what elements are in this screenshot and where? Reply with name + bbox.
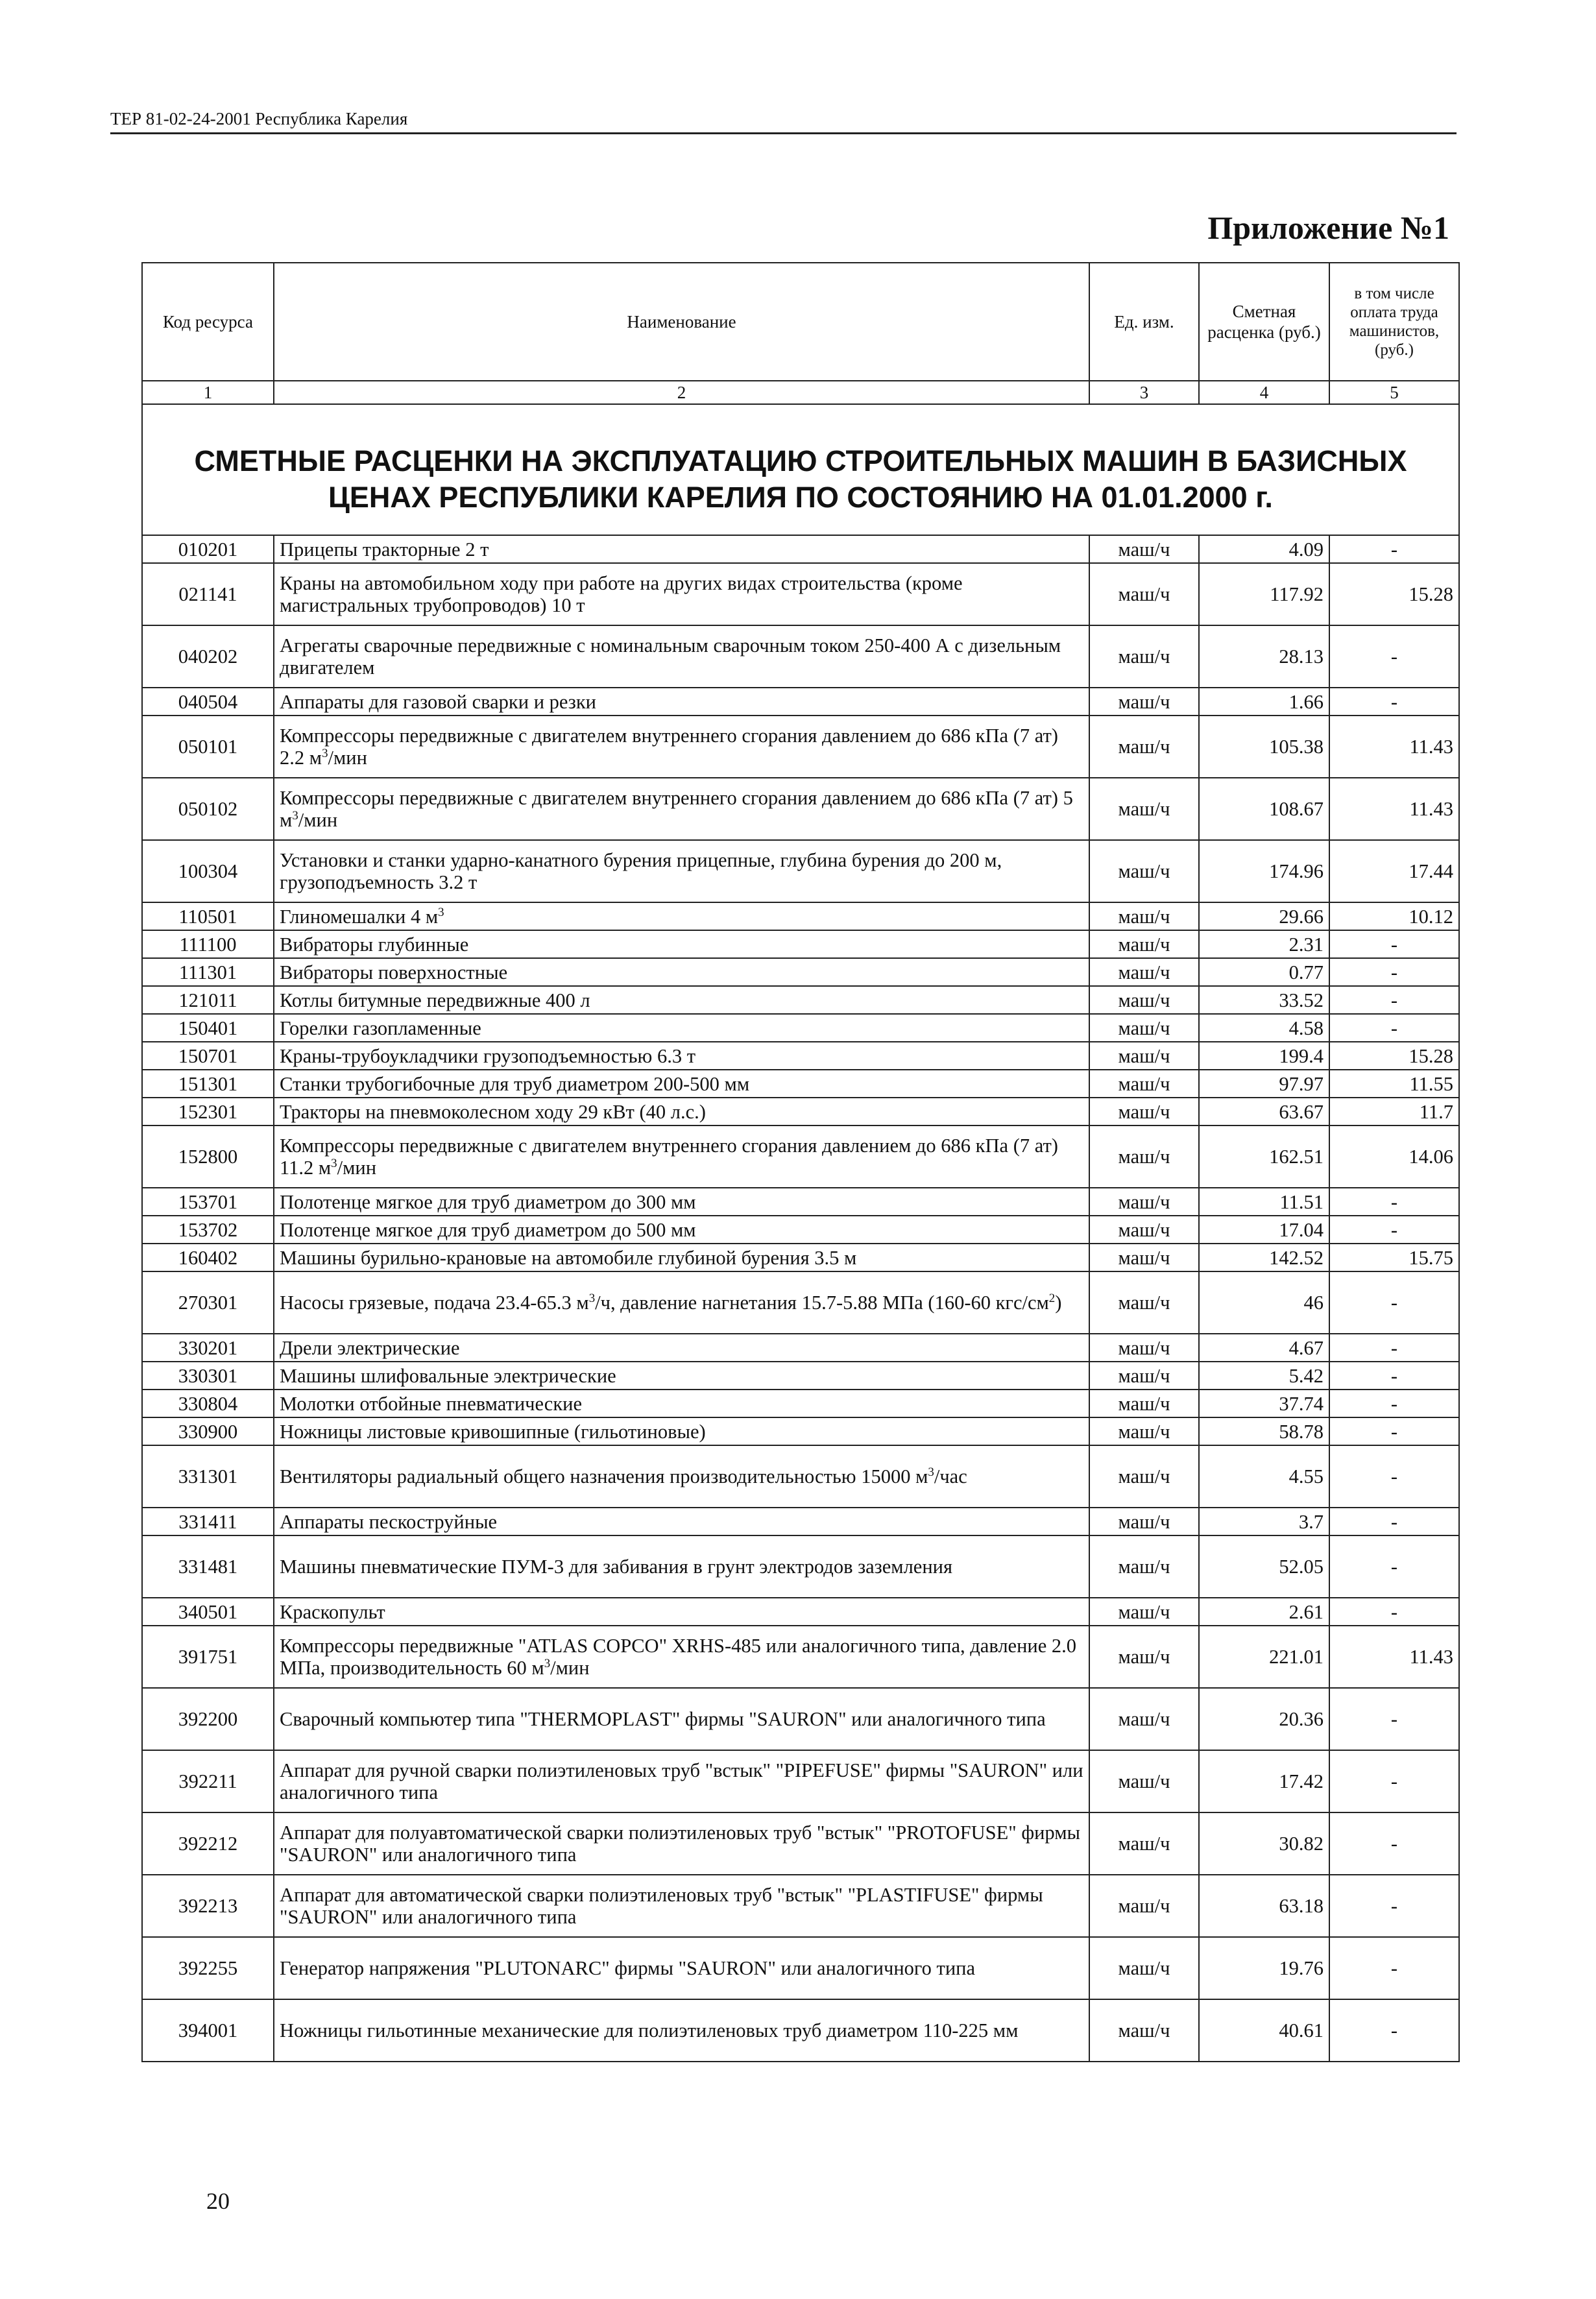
resource-code: 160402 [142,1244,274,1271]
estimated-rate: 4.55 [1199,1445,1329,1508]
resource-code: 040202 [142,625,274,688]
table-row [142,1334,1459,1362]
table-row [142,986,1459,1014]
section-title-row [142,404,1459,535]
page-number: 20 [206,2188,230,2214]
table-row [142,688,1459,716]
resource-code: 331301 [142,1445,274,1508]
unit-of-measure: маш/ч [1089,1417,1199,1445]
table-row [142,1216,1459,1244]
estimated-rate: 33.52 [1199,986,1329,1014]
estimated-rate: 2.31 [1199,930,1329,958]
table-row [142,563,1459,625]
table-row [142,1417,1459,1445]
estimated-rate: 117.92 [1199,563,1329,625]
resource-code: 330900 [142,1417,274,1445]
table-row [142,1999,1459,2062]
table-row [142,958,1459,986]
resource-name: Вибраторы поверхностные [274,958,1089,986]
resource-code: 050102 [142,778,274,840]
unit-of-measure: маш/ч [1089,1812,1199,1875]
table-row [142,1362,1459,1390]
unit-of-measure: маш/ч [1089,1014,1199,1042]
operator-wage: 15.75 [1329,1244,1459,1271]
operator-wage: 15.28 [1329,1042,1459,1070]
estimated-rate: 28.13 [1199,625,1329,688]
resource-code: 330201 [142,1334,274,1362]
operator-wage: - [1329,1362,1459,1390]
column-number: 2 [274,381,1089,404]
operator-wage: - [1329,1812,1459,1875]
resource-code: 392255 [142,1937,274,1999]
unit-of-measure: маш/ч [1089,1070,1199,1098]
resource-code: 392212 [142,1812,274,1875]
resource-code: 152800 [142,1125,274,1188]
resource-name: Станки трубогибочные для труб диаметром 200-500 мм [274,1070,1089,1098]
estimated-rate: 4.67 [1199,1334,1329,1362]
section-title: СМЕТНЫЕ РАСЦЕНКИ НА ЭКСПЛУАТАЦИЮ СТРОИТЕЛЬНЫХ МАШИН В БАЗИСНЫХ ЦЕНАХ РЕСПУБЛИКИ КАРЕЛИЯ ПО СОСТОЯНИЮ НА 01.01.2000 г. [142,404,1459,535]
table-row [142,1390,1459,1417]
column-number: 1 [142,381,274,404]
estimated-rate: 4.09 [1199,535,1329,563]
operator-wage: 10.12 [1329,902,1459,930]
resource-name: Компрессоры передвижные с двигателем внутреннего сгорания давлением до 686 кПа (7 ат) 2.2 $м^3$/мин [274,716,1089,778]
resource-name: Агрегаты сварочные передвижные с номинальным сварочным током 250-400 А с дизельным двигателем [274,625,1089,688]
estimated-rate: 105.38 [1199,716,1329,778]
resource-name: Аппарат для автоматической сварки полиэтиленовых труб "встык" "PLASTIFUSE" фирмы "SAURON" или аналогичного типа [274,1875,1089,1937]
operator-wage: 14.06 [1329,1125,1459,1188]
operator-wage: 11.43 [1329,778,1459,840]
unit-of-measure: маш/ч [1089,1042,1199,1070]
resource-name: Глиномешалки 4 $м^3$ [274,902,1089,930]
rates-table [141,262,1460,2062]
header-rule [110,132,1457,134]
unit-of-measure: маш/ч [1089,563,1199,625]
resource-code: 392200 [142,1688,274,1750]
operator-wage: - [1329,1688,1459,1750]
table-row [142,1070,1459,1098]
estimated-rate: 199.4 [1199,1042,1329,1070]
unit-of-measure: маш/ч [1089,535,1199,563]
unit-of-measure: маш/ч [1089,688,1199,716]
table-row [142,1445,1459,1508]
resource-code: 152301 [142,1098,274,1125]
unit-of-measure: маш/ч [1089,1390,1199,1417]
operator-wage: - [1329,1216,1459,1244]
operator-wage: - [1329,1508,1459,1535]
resource-code: 331411 [142,1508,274,1535]
operator-wage: 15.28 [1329,563,1459,625]
table-row [142,778,1459,840]
table-row [142,1535,1459,1598]
resource-code: 153702 [142,1216,274,1244]
resource-name: Машины бурильно-крановые на автомобиле глубиной бурения 3.5 м [274,1244,1089,1271]
operator-wage: 11.55 [1329,1070,1459,1098]
resource-code: 392213 [142,1875,274,1937]
estimated-rate: 40.61 [1199,1999,1329,2062]
table-row [142,1508,1459,1535]
operator-wage: - [1329,1535,1459,1598]
unit-of-measure: маш/ч [1089,625,1199,688]
operator-wage: - [1329,1188,1459,1216]
unit-of-measure: маш/ч [1089,1508,1199,1535]
estimated-rate: 97.97 [1199,1070,1329,1098]
resource-name: Краны-трубоукладчики грузоподъемностью 6.3 т [274,1042,1089,1070]
table-row [142,1812,1459,1875]
resource-code: 392211 [142,1750,274,1812]
resource-code: 100304 [142,840,274,902]
operator-wage: 11.7 [1329,1098,1459,1125]
estimated-rate: 3.7 [1199,1508,1329,1535]
unit-of-measure: маш/ч [1089,930,1199,958]
table-row [142,1626,1459,1688]
table-row [142,1125,1459,1188]
resource-code: 331481 [142,1535,274,1598]
unit-of-measure: маш/ч [1089,1598,1199,1626]
resource-name: Машины шлифовальные электрические [274,1362,1089,1390]
resource-name: Краны на автомобильном ходу при работе на других видах строительства (кроме магистральных трубопроводов) 10 т [274,563,1089,625]
table-row [142,1098,1459,1125]
operator-wage: - [1329,1271,1459,1334]
unit-of-measure: маш/ч [1089,902,1199,930]
running-head: ТЕР 81-02-24-2001 Республика Карелия [110,109,408,128]
unit-of-measure: маш/ч [1089,1626,1199,1688]
estimated-rate: 2.61 [1199,1598,1329,1626]
operator-wage: - [1329,1014,1459,1042]
estimated-rate: 29.66 [1199,902,1329,930]
resource-code: 391751 [142,1626,274,1688]
resource-name: Ножницы гильотинные механические для полиэтиленовых труб диаметром 110-225 мм [274,1999,1089,2062]
resource-name: Генератор напряжения "PLUTONARC" фирмы "SAURON" или аналогичного типа [274,1937,1089,1999]
resource-code: 150701 [142,1042,274,1070]
column-number: 5 [1329,381,1459,404]
column-number: 3 [1089,381,1199,404]
unit-of-measure: маш/ч [1089,1271,1199,1334]
header-wage: в том числе оплата труда машинистов, (руб.) [1329,263,1459,381]
resource-name: Аппарат для полуавтоматической сварки полиэтиленовых труб "встык" "PROTOFUSE" фирмы "SAURON" или аналогичного типа [274,1812,1089,1875]
resource-code: 153701 [142,1188,274,1216]
estimated-rate: 4.58 [1199,1014,1329,1042]
unit-of-measure: маш/ч [1089,840,1199,902]
operator-wage: - [1329,1598,1459,1626]
operator-wage: - [1329,1999,1459,2062]
operator-wage: - [1329,930,1459,958]
unit-of-measure: маш/ч [1089,1750,1199,1812]
operator-wage: - [1329,1875,1459,1937]
unit-of-measure: маш/ч [1089,778,1199,840]
appendix-label: Приложение №1 [1207,210,1449,246]
estimated-rate: 17.42 [1199,1750,1329,1812]
operator-wage: - [1329,1417,1459,1445]
estimated-rate: 30.82 [1199,1812,1329,1875]
operator-wage: - [1329,986,1459,1014]
estimated-rate: 221.01 [1199,1626,1329,1688]
resource-name: Установки и станки ударно-канатного бурения прицепные, глубина бурения до 200 м, грузоподъемность 3.2 т [274,840,1089,902]
resource-code: 270301 [142,1271,274,1334]
estimated-rate: 63.18 [1199,1875,1329,1937]
table-row [142,1244,1459,1271]
operator-wage: - [1329,1750,1459,1812]
resource-name: Сварочный компьютер типа "THERMOPLAST" фирмы "SAURON" или аналогичного типа [274,1688,1089,1750]
operator-wage: 11.43 [1329,716,1459,778]
resource-name: Машины пневматические ПУМ-3 для забивания в грунт электродов заземления [274,1535,1089,1598]
unit-of-measure: маш/ч [1089,1535,1199,1598]
estimated-rate: 17.04 [1199,1216,1329,1244]
resource-name: Прицепы тракторные 2 т [274,535,1089,563]
resource-name: Ножницы листовые кривошипные (гильотиновые) [274,1417,1089,1445]
table-row [142,1875,1459,1937]
unit-of-measure: маш/ч [1089,1098,1199,1125]
table-header-row [142,263,1459,381]
resource-name: Аппараты пескоструйные [274,1508,1089,1535]
estimated-rate: 52.05 [1199,1535,1329,1598]
resource-code: 111301 [142,958,274,986]
operator-wage: - [1329,688,1459,716]
resource-code: 151301 [142,1070,274,1098]
estimated-rate: 19.76 [1199,1937,1329,1999]
resource-name: Полотенце мягкое для труб диаметром до 300 мм [274,1188,1089,1216]
resource-name: Тракторы на пневмоколесном ходу 29 кВт (40 л.с.) [274,1098,1089,1125]
operator-wage: - [1329,1390,1459,1417]
estimated-rate: 1.66 [1199,688,1329,716]
unit-of-measure: маш/ч [1089,1362,1199,1390]
estimated-rate: 63.67 [1199,1098,1329,1125]
resource-code: 040504 [142,688,274,716]
table-row [142,1688,1459,1750]
resource-code: 150401 [142,1014,274,1042]
estimated-rate: 174.96 [1199,840,1329,902]
unit-of-measure: маш/ч [1089,1244,1199,1271]
estimated-rate: 46 [1199,1271,1329,1334]
resource-code: 340501 [142,1598,274,1626]
estimated-rate: 142.52 [1199,1244,1329,1271]
table-row [142,1598,1459,1626]
table-row [142,1937,1459,1999]
operator-wage: 11.43 [1329,1626,1459,1688]
resource-name: Котлы битумные передвижные 400 л [274,986,1089,1014]
estimated-rate: 37.74 [1199,1390,1329,1417]
resource-code: 010201 [142,535,274,563]
resource-name: Горелки газопламенные [274,1014,1089,1042]
operator-wage: - [1329,1445,1459,1508]
resource-code: 021141 [142,563,274,625]
resource-name: Полотенце мягкое для труб диаметром до 500 мм [274,1216,1089,1244]
unit-of-measure: маш/ч [1089,1688,1199,1750]
unit-of-measure: маш/ч [1089,1188,1199,1216]
estimated-rate: 108.67 [1199,778,1329,840]
operator-wage: 17.44 [1329,840,1459,902]
unit-of-measure: маш/ч [1089,1334,1199,1362]
table-row [142,840,1459,902]
resource-name: Молотки отбойные пневматические [274,1390,1089,1417]
table-row [142,930,1459,958]
resource-name: Дрели электрические [274,1334,1089,1362]
estimated-rate: 58.78 [1199,1417,1329,1445]
table-row [142,625,1459,688]
resource-name: Компрессоры передвижные с двигателем внутреннего сгорания давлением до 686 кПа (7 ат) 5 $м^3$/мин [274,778,1089,840]
resource-code: 121011 [142,986,274,1014]
operator-wage: - [1329,1937,1459,1999]
unit-of-measure: маш/ч [1089,1875,1199,1937]
operator-wage: - [1329,535,1459,563]
resource-code: 050101 [142,716,274,778]
unit-of-measure: маш/ч [1089,958,1199,986]
estimated-rate: 0.77 [1199,958,1329,986]
unit-of-measure: маш/ч [1089,1445,1199,1508]
resource-name: Вибраторы глубинные [274,930,1089,958]
operator-wage: - [1329,625,1459,688]
estimated-rate: 20.36 [1199,1688,1329,1750]
column-number-row [142,381,1459,404]
resource-code: 111100 [142,930,274,958]
resource-name: Аппарат для ручной сварки полиэтиленовых труб "встык" "PIPEFUSE" фирмы "SAURON" или аналогичного типа [274,1750,1089,1812]
table-row [142,902,1459,930]
table-row [142,716,1459,778]
table-row [142,1014,1459,1042]
resource-code: 394001 [142,1999,274,2062]
estimated-rate: 5.42 [1199,1362,1329,1390]
resource-name: Аппараты для газовой сварки и резки [274,688,1089,716]
resource-name: Краскопульт [274,1598,1089,1626]
operator-wage: - [1329,958,1459,986]
resource-name: Компрессоры передвижные с двигателем внутреннего сгорания давлением до 686 кПа (7 ат) 11.2 $м^3$/мин [274,1125,1089,1188]
unit-of-measure: маш/ч [1089,986,1199,1014]
resource-name: Компрессоры передвижные "ATLAS COPCO" XRHS-485 или аналогичного типа, давление 2.0 МПа, производительность 60 $м^3$/мин [274,1626,1089,1688]
table-row [142,1271,1459,1334]
unit-of-measure: маш/ч [1089,716,1199,778]
resource-name: Вентиляторы радиальный общего назначения производительностью 15000 $м^3$/час [274,1445,1089,1508]
unit-of-measure: маш/ч [1089,1999,1199,2062]
table-row [142,1188,1459,1216]
column-number: 4 [1199,381,1329,404]
header-price: Сметная расценка (руб.) [1199,263,1329,381]
unit-of-measure: маш/ч [1089,1216,1199,1244]
resource-name: Насосы грязевые, подача 23.4-65.3 $м^3/ч$, давление нагнетания 15.7-5.88 МПа (160-60 кгс/$см^2$) [274,1271,1089,1334]
table-row [142,1750,1459,1812]
estimated-rate: 11.51 [1199,1188,1329,1216]
table-row [142,535,1459,563]
unit-of-measure: маш/ч [1089,1937,1199,1999]
header-name: Наименование [274,263,1089,381]
operator-wage: - [1329,1334,1459,1362]
resource-code: 330301 [142,1362,274,1390]
resource-code: 110501 [142,902,274,930]
table-row [142,1042,1459,1070]
header-unit: Ед. изм. [1089,263,1199,381]
estimated-rate: 162.51 [1199,1125,1329,1188]
resource-code: 330804 [142,1390,274,1417]
unit-of-measure: маш/ч [1089,1125,1199,1188]
header-code: Код ресурса [142,263,274,381]
